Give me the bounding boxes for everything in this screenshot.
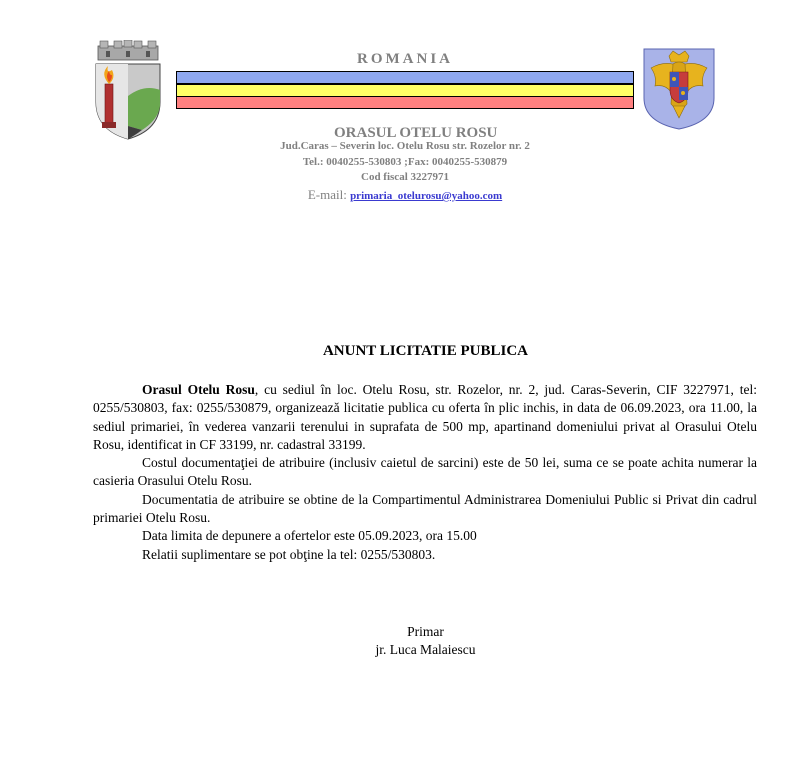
flag-stripe-red [176,96,634,109]
county-coat-of-arms [643,48,715,130]
signature-role: Primar [407,624,444,639]
announcement-title: ANUNT LICITATIE PUBLICA [322,343,529,359]
town-name: ORASUL OTELU ROSU [334,125,498,141]
email-label: E-mail: [307,187,351,202]
paragraph-1-bold: Orasul Otelu Rosu [142,382,255,397]
phone-line: Tel.: 0040255-530803 ;Fax: 0040255-530879 [302,156,508,168]
address-line: Jud.Caras – Severin loc. Otelu Rosu str. Rozelor nr. 2 [280,140,530,152]
paragraph-2: Costul documentaţiei de atribuire (inclusiv caietul de sarcini) este de 50 lei, suma ce se poate achita numerar la casieria Orasului Otelu Rosu. [93,455,757,489]
email-line [176,187,634,203]
fiscal-code-line: Cod fiscal 3227971 [361,171,449,183]
paragraph-1-text: , cu sediul în loc. Otelu Rosu, str. Rozelor, nr. 2, jud. Caras-Severin, CIF 3227971, tel: 0255/530803, fax: 0255/530879, organizează licitatie publica cu oferta în plic inchis, in data de 06.09.2023, ora 11.00, la sediul primariei, în vederea vanzarii terenului in suprafata de 500 mp, apartinand domeniului privat al Orasului Otelu Rosu, identificat in CF 33199, nr. cadastral 33199. [93,382,757,452]
email-link[interactable]: primaria_otelurosu@yahoo.com [350,190,503,202]
flag-stripe-blue [176,71,634,84]
paragraph-3: Documentatia de atribuire se obtine de la Compartimentul Administrarea Domeniului Public si Privat din cadrul primariei Otelu Rosu. [93,491,757,526]
announcement-body [93,381,757,564]
country-title: ROMANIA [357,51,453,67]
signature-name: jr. Luca Malaiescu [375,642,476,657]
paragraph-5: Relatii suplimentare se pot obţine la tel: 0255/530803. [142,546,436,562]
paragraph-1 [93,381,757,454]
paragraph-4: Data limita de depunere a ofertelor este 05.09.2023, ora 15.00 [142,528,477,544]
signature-block [0,623,810,659]
town-coat-of-arms [92,40,164,140]
